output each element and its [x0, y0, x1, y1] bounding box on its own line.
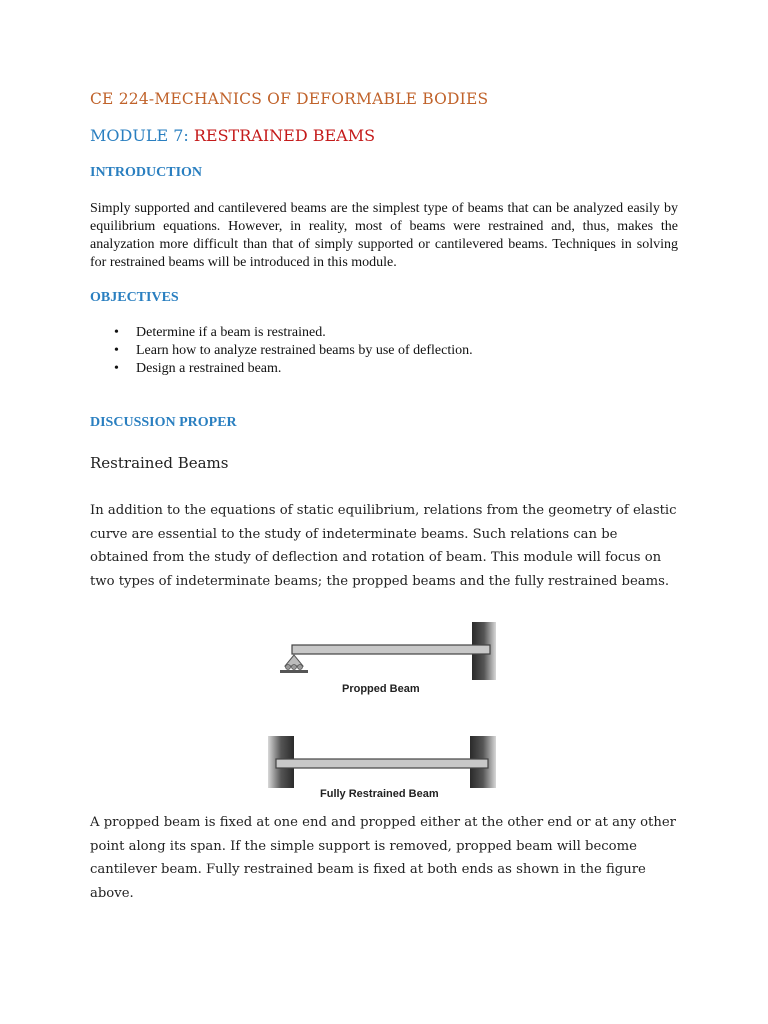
objective-text: Design a restrained beam.	[136, 361, 282, 376]
propped-beam-figure	[276, 620, 502, 680]
fully-restrained-beam-figure	[264, 734, 500, 790]
introduction-paragraph: Simply supported and cantilevered beams are the simplest type of beams that can be analyzed easily by equilibrium equations. However, in reality, most of beams were restrained and, thus, makes the analyzation more difficult than that of simply supported or cantilevered beams. Techniques in solving for restrained beams will be introduced in this module.	[90, 201, 678, 270]
fully-restrained-beam-label: Fully Restrained Beam	[320, 788, 439, 800]
introduction-heading: INTRODUCTION	[90, 165, 203, 180]
list-item	[90, 324, 473, 342]
bullet-icon: •	[114, 361, 119, 376]
course-title: CE 224-MECHANICS OF DEFORMABLE BODIES	[90, 90, 489, 108]
module-title	[90, 126, 375, 145]
list-item	[90, 360, 473, 378]
propped-beam-label: Propped Beam	[342, 683, 420, 695]
roller-support	[280, 655, 308, 673]
discussion-paragraph-2: A propped beam is fixed at one end and propped either at the other end or at any other point along its span. If the simple support is removed, propped beam will become cantilever beam. Fully restrained beam is fixed at both ends as shown in the figure above.	[90, 815, 676, 901]
restrained-beams-subheading: Restrained Beams	[90, 454, 229, 472]
objective-text: Determine if a beam is restrained.	[136, 325, 326, 340]
beam	[276, 759, 488, 768]
module-number: MODULE 7:	[90, 126, 194, 145]
module-name: RESTRAINED BEAMS	[193, 126, 376, 145]
bullet-icon: •	[114, 343, 119, 358]
objectives-heading: OBJECTIVES	[90, 290, 179, 305]
discussion-heading: DISCUSSION PROPER	[90, 415, 237, 430]
list-item	[90, 342, 473, 360]
bullet-icon: •	[114, 325, 119, 340]
discussion-paragraph-1: In addition to the equations of static equilibrium, relations from the geometry of elastic curve are essential to the study of indeterminate beams. Such relations can be obtained from the study of deflection and rotation of beam. This module will focus on two types of indeterminate beams; the propped beams and the fully restrained beams.	[90, 503, 677, 589]
objectives-list	[90, 324, 473, 378]
objective-text: Learn how to analyze restrained beams by use of deflection.	[136, 343, 473, 358]
beam	[292, 645, 490, 654]
